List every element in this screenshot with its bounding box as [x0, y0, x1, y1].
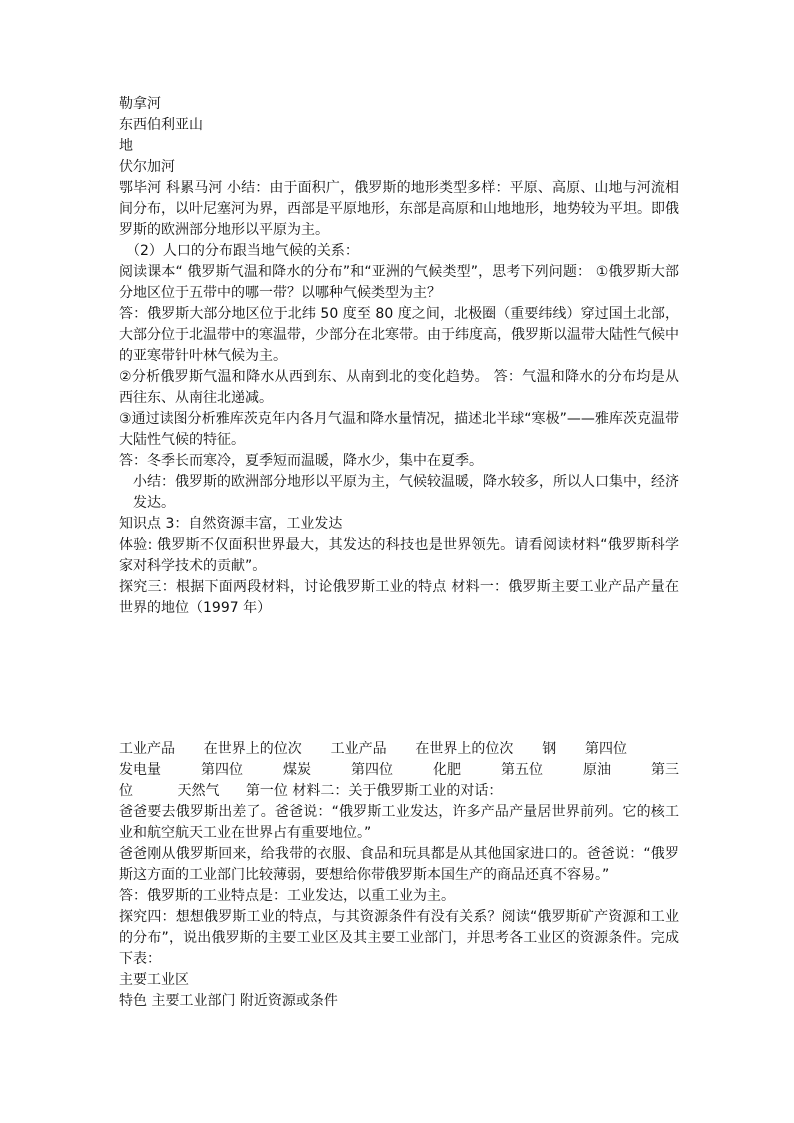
cell: 天然气	[177, 783, 220, 799]
industry-table-row-2	[119, 760, 679, 781]
table-header-columns: 特色 主要工业部门 附近资源或条件	[119, 993, 338, 1009]
cell: 工业产品	[330, 741, 387, 757]
table-header-main-region: 主要工业区	[119, 972, 189, 988]
dialogue-paragraph-2: 爸爸刚从俄罗斯回来，给我带的衣服、食品和玩具都是从其他国家进口的。爸爸说：“俄罗斯这方面的工业部门比较薄弱，要想给你带俄罗斯本国生产的商品还真不容易。”	[119, 846, 679, 883]
question-trend: ②分析俄罗斯气温和降水从西到东、从南到北的变化趋势。 答：气温和降水的分布均是从西往东、从南往北递减。	[119, 369, 679, 406]
blank-space	[119, 619, 679, 739]
experience-paragraph: 体验: 俄罗斯不仅面积世界最大，其发达的科技也是世界领先。请看阅读材料“俄罗斯科学家对科学技术的贡献”。	[119, 537, 679, 574]
cell: 发电量	[119, 762, 161, 778]
cell: 在世界上的位次	[203, 741, 302, 757]
explore-four-paragraph: 探究四：想想俄罗斯工业的特点，与其资源条件有没有关系？阅读“俄罗斯矿产资源和工业的分布”，说出俄罗斯的主要工业区及其主要工业部门，并思考各工业区的资源条件。完成下表：	[119, 909, 679, 967]
plateau-label-line1: 东西伯利亚山	[119, 117, 203, 133]
cell: 第五位	[501, 762, 543, 778]
knowledge-point-3: 知识点 3：自然资源丰富，工业发达	[119, 516, 343, 532]
reading-question: 阅读课本“ 俄罗斯气温和降水的分布”和“亚洲的气候类型”，思考下列问题： ①俄罗斯大部分地区位于五带中的哪一带？以哪种气候类型为主？	[119, 264, 679, 301]
document-body	[119, 94, 679, 1012]
answer-climate-zone: 答：俄罗斯大部分地区位于北纬 50 度至 80 度之间，北极圈（重要纬线）穿过国土北部，大部分位于北温带中的寒温带，少部分在北寒带。由于纬度高，俄罗斯以温带大陆性气候中的亚寒带针叶林气候为主。	[119, 306, 679, 364]
cell: 煤炭	[283, 762, 311, 778]
population-summary: 小结：俄罗斯的欧洲部分地形以平原为主，气候较温暖，降水较多，所以人口集中，经济发达。	[133, 474, 679, 511]
dialogue-paragraph-1: 爸爸要去俄罗斯出差了。爸爸说：“俄罗斯工业发达，许多产品产量居世界前列。它的核工业和航空航天工业在世界占有重要地位。”	[119, 804, 679, 841]
terrain-summary: 鄂毕河 科累马河 小结：由于面积广，俄罗斯的地形类型多样：平原、高原、山地与河流相间分布，以叶尼塞河为界，西部是平原地形，东部是高原和山地地形，地势较为平坦。即俄罗斯的欧洲部分地形以平原为主。	[119, 180, 679, 238]
explore-three-paragraph: 探究三：根据下面两段材料，讨论俄罗斯工业的特点 材料一：俄罗斯主要工业产品产量在世界的地位（1997 年）	[119, 579, 679, 616]
answer-industry-features: 答：俄罗斯的工业特点是：工业发达，以重工业为主。	[119, 888, 455, 904]
cell: 工业产品	[119, 741, 175, 757]
cell: 化肥	[433, 762, 461, 778]
cell: 第四位	[201, 762, 243, 778]
cell: 位	[119, 783, 133, 799]
industry-table-row-1	[119, 739, 679, 760]
cell: 第三	[651, 762, 679, 778]
river-label-lena: 勒拿河	[119, 96, 161, 112]
answer-yakutsk: 答：冬季长而寒冷，夏季短而温暖，降水少，集中在夏季。	[119, 453, 483, 469]
cell: 钢	[542, 741, 557, 757]
cell: 第四位	[351, 762, 393, 778]
river-label-volga: 伏尔加河	[119, 159, 175, 175]
plateau-label-line2: 地	[119, 138, 133, 154]
cell: 第四位	[584, 741, 627, 757]
industry-table-row-3	[119, 781, 679, 802]
cell: 原油	[583, 762, 611, 778]
section-heading-population-climate: （2）人口的分布跟当地气候的关系：	[126, 243, 359, 259]
cell: 在世界上的位次	[415, 741, 514, 757]
cell: 第一位 材料二：关于俄罗斯工业的对话：	[245, 783, 503, 799]
question-yakutsk: ③通过读图分析雅库茨克年内各月气温和降水量情况，描述北半球“寒极”——雅库茨克温带大陆性气候的特征。	[119, 411, 679, 448]
